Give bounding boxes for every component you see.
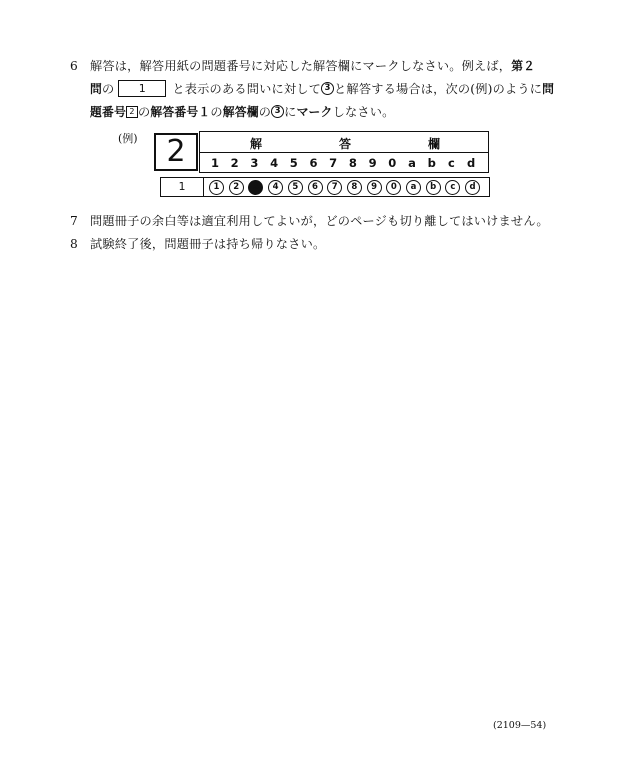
answer-bubble[interactable]: 7 [327,180,342,195]
digit-label: 4 [270,156,279,170]
answer-bubble[interactable]: 9 [367,180,382,195]
item6-line2-a: の [102,82,115,96]
answer-bubble-marked[interactable]: 3 [248,180,263,195]
item6-number: 6 [70,59,78,73]
answer-bubble[interactable]: c [445,180,460,195]
item6-line3-d: の [210,105,223,119]
question-number-box: 1 [118,80,166,97]
item6-line3-bold-c: 解答番号１ [150,105,211,119]
circled-three-icon-2: 3 [271,105,284,118]
answer-bubble[interactable]: a [406,180,421,195]
item6-line1-bold: 第２ [511,59,536,73]
answer-bubble[interactable]: 0 [386,180,401,195]
item6-line2 [90,81,554,98]
answer-bubble[interactable]: 8 [347,180,362,195]
grid-title-char-1: 解 [250,137,263,151]
digit-label: 3 [250,156,259,170]
item6-line3-b: の [138,105,151,119]
circled-three-icon: 3 [321,82,334,95]
digit-label: 7 [329,156,338,170]
item6-line3-bold-e: 解答欄 [222,105,259,119]
answer-bubble[interactable]: 5 [288,180,303,195]
grid-title-char-3: 欄 [428,137,441,151]
item6-line3 [90,104,395,120]
digit-label: 1 [210,156,219,170]
item6-line2-b: と表示のある問いに対して [172,82,322,96]
digit-label: d [466,156,476,170]
digit-label: 5 [289,156,298,170]
digit-label: c [447,156,455,170]
item7-text: 問題冊子の余白等は適宜利用してよいが，どのページも切り離してはいけません。 [90,214,549,228]
answer-bubble[interactable]: 2 [229,180,244,195]
answer-bubble[interactable]: 1 [209,180,224,195]
grid-divider [200,152,488,153]
answer-bubble[interactable]: 4 [268,180,283,195]
digit-label: 9 [368,156,377,170]
squared-two-icon: 2 [126,106,138,118]
item6-line3-g: に [284,105,297,119]
digit-label: 2 [230,156,239,170]
digit-label: a [408,156,416,170]
grid-title-char-2: 答 [339,137,352,151]
digit-label: 6 [309,156,318,170]
answer-grid-header [199,131,489,173]
item6-line3-bold-a: 題番号 [90,105,126,119]
item8-number: 8 [70,237,78,251]
item8-text: 試験終了後，問題冊子は持ち帰りなさい。 [90,237,326,251]
item6-line2-bold-end: 問 [542,82,555,96]
item6-line3-bold-h: マーク [296,105,333,119]
digit-label: b [427,156,436,170]
item8-line [70,236,325,252]
item6-line2-c: と解答する場合は，次の(例)のように [334,82,543,96]
answer-bubble[interactable]: 6 [308,180,323,195]
item6-line3-f: の [258,105,272,119]
item6-line1 [70,58,535,74]
answer-bubble-row [202,177,490,197]
example-question-number: 2 [154,133,198,171]
answer-bubble[interactable]: b [426,180,441,195]
item7-line [70,213,549,229]
item6-line3-i: しなさい。 [332,105,395,119]
digit-label: 8 [348,156,357,170]
page-code: (2109—54) [493,720,547,731]
item6-line2-bold-start: 問 [90,82,102,96]
item7-number: 7 [70,214,78,228]
item6-line1-text: 解答は，解答用紙の問題番号に対応した解答欄にマークしなさい。例えば， [90,59,512,73]
example-label: (例) [118,132,138,145]
answer-bubble[interactable]: d [465,180,480,195]
digit-label: 0 [388,156,397,170]
answer-row-label: 1 [160,177,204,197]
